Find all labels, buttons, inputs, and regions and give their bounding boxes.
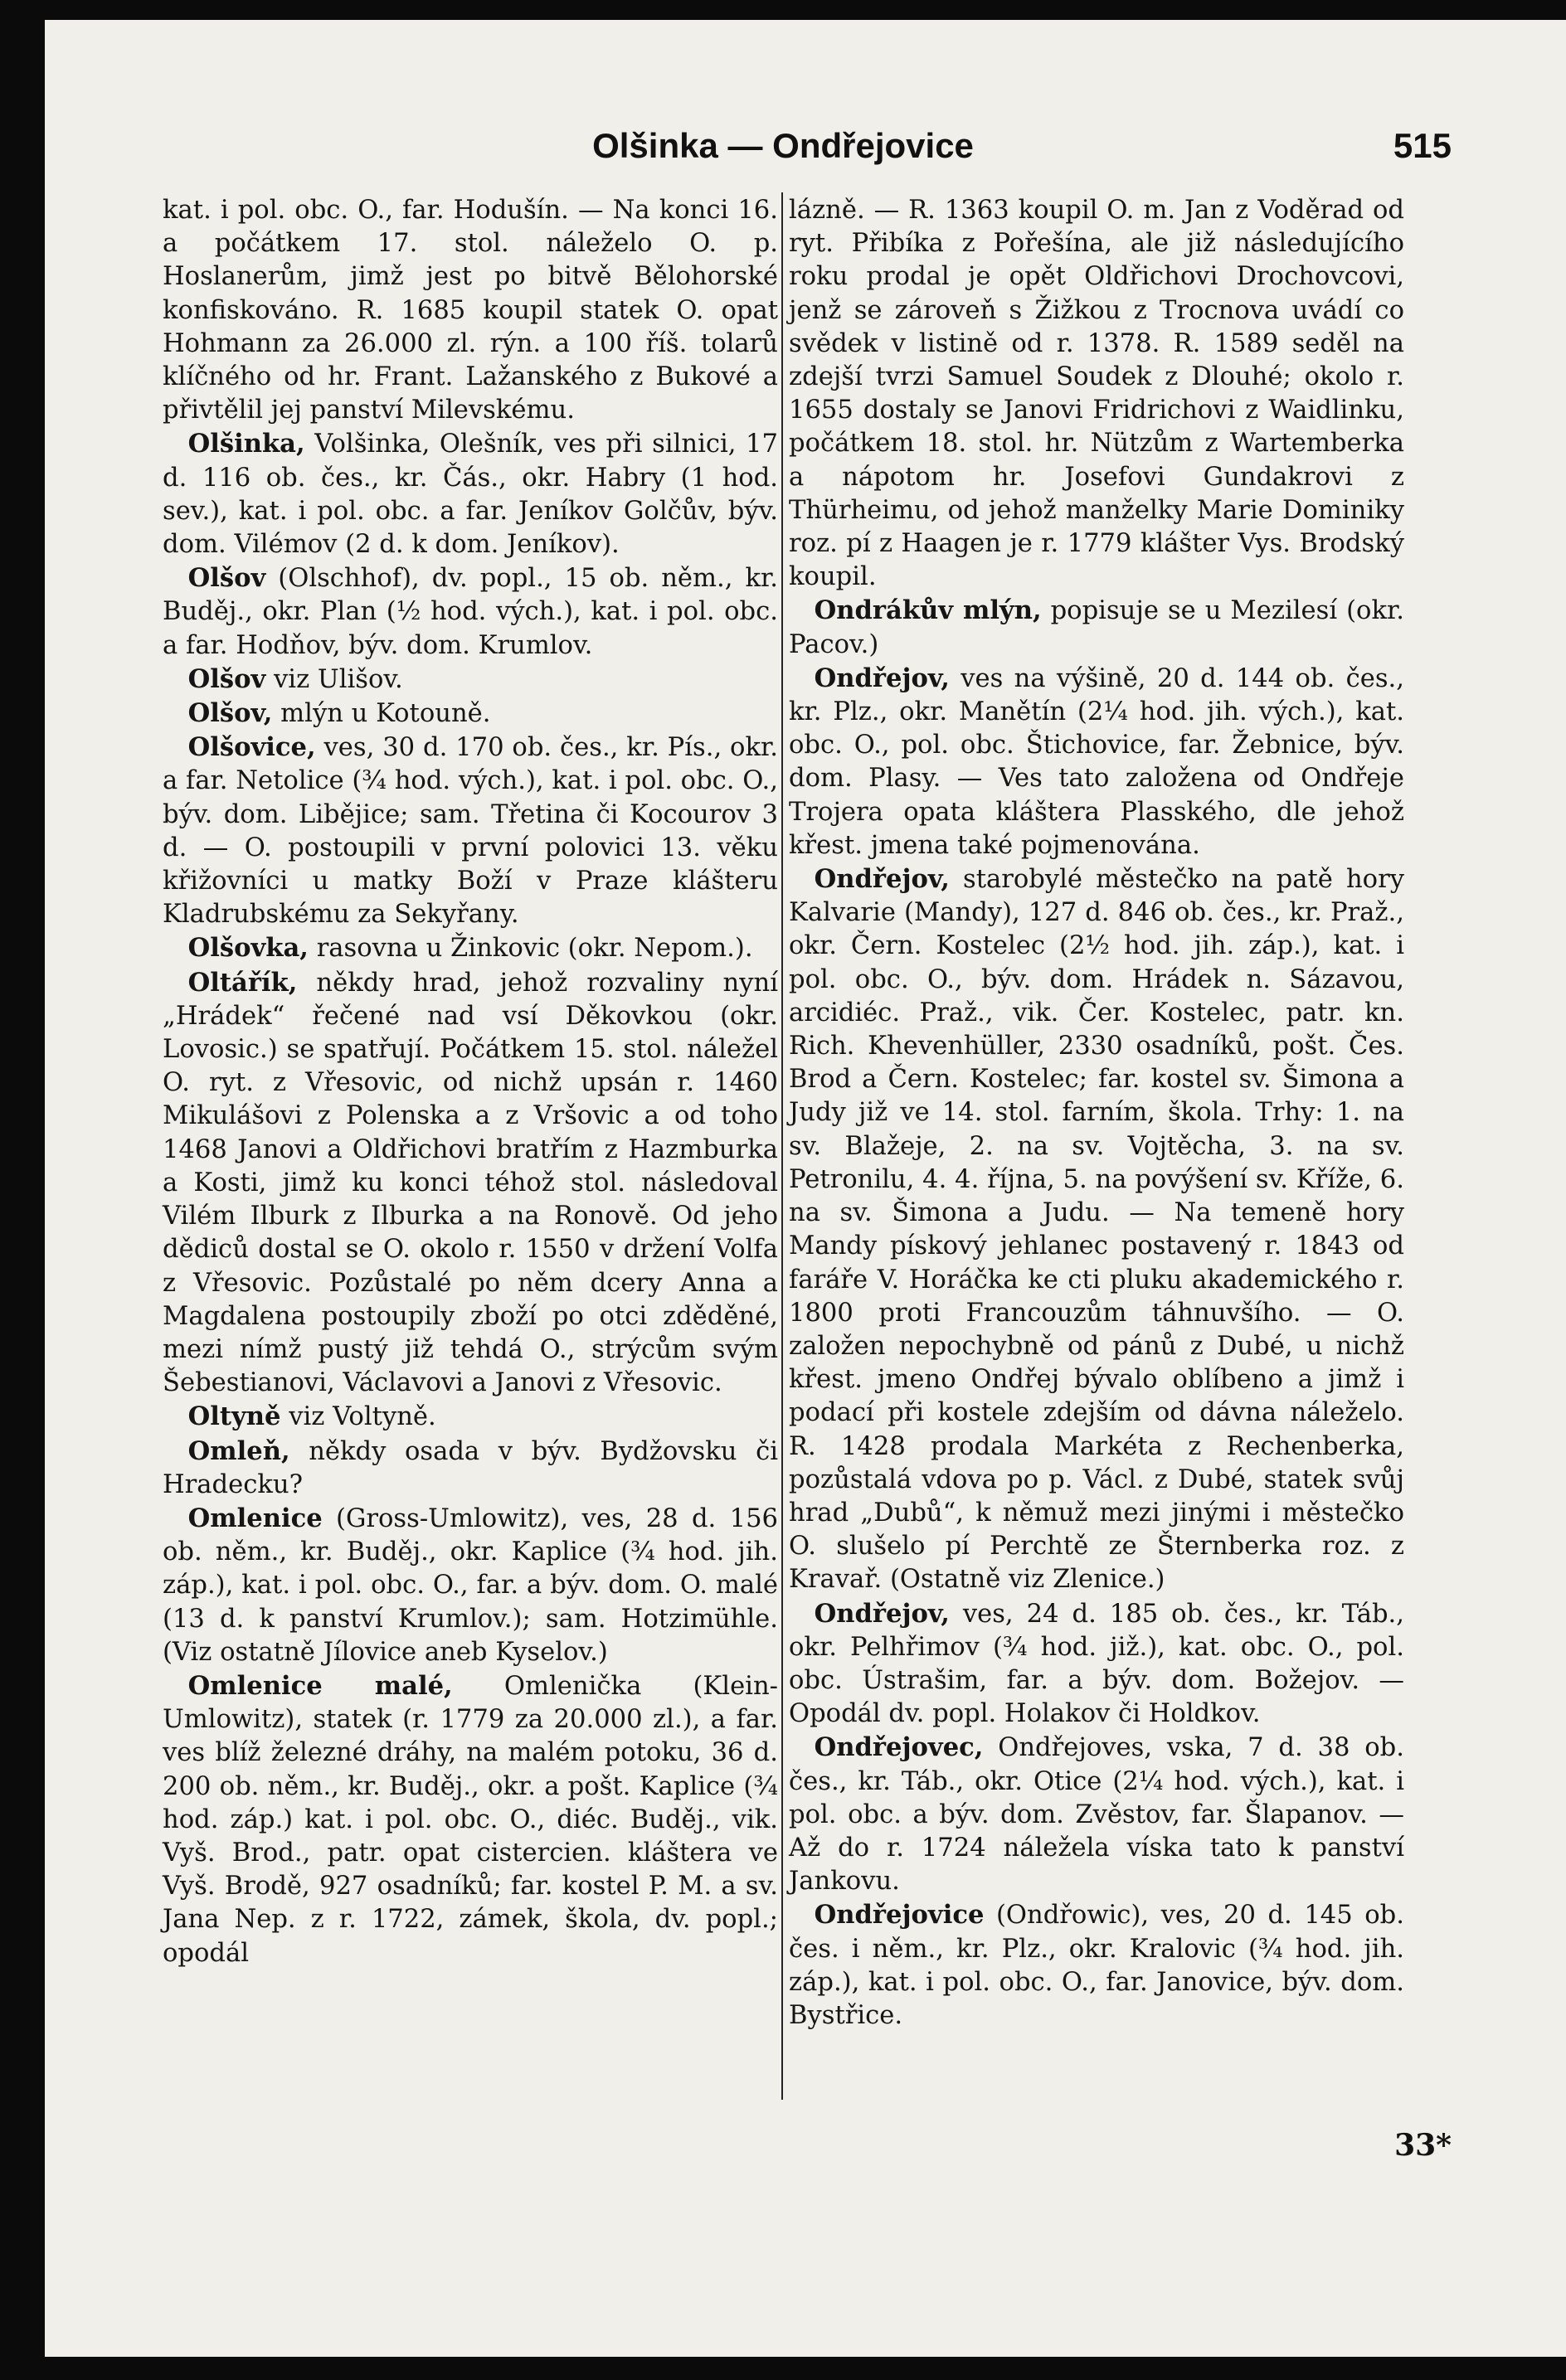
gazetteer-entry xyxy=(163,697,778,731)
gazetteer-entry xyxy=(163,194,778,427)
gazetteer-entry xyxy=(163,427,778,561)
entry-text: ves, 30 d. 170 ob. čes., kr. Pís., okr. a far. Netolice (¾ hod. vých.), kat. i pol. obc. O., býv. dom. Libějice; sam. Třetina či Kocourov 3 d. — O. postoupili v první polovici 13. věku křižovníci u matky Boží v Praze klášteru Kladrubskému za Sekyřany. xyxy=(163,733,778,930)
entry-headword: Olšovice, xyxy=(187,732,316,763)
entry-headword: Ondrákův mlýn, xyxy=(814,595,1042,626)
gazetteer-entry xyxy=(163,931,778,965)
entry-text: viz Ulišov. xyxy=(274,664,403,694)
page-number: 515 xyxy=(1393,126,1452,165)
entry-text: kat. i pol. obc. O., far. Hodušín. — Na konci 16. a počátkem 17. stol. náleželo O. p. Hoslanerům, jimž jest po bitvě Bělohorské konfiskováno. R. 1685 koupil statek O. opat Hohmann za 26.000 zl. rýn. a 100 říš. tolarů klíčného od hr. Frant. Lažanského z Bukové a přivtělil jej panství Milevskému. xyxy=(163,196,778,425)
entry-headword: Omlenice xyxy=(187,1503,323,1533)
gazetteer-entry xyxy=(789,1597,1404,1732)
scan-border-top xyxy=(0,0,1566,20)
entry-text: někdy hrad, jehož rozvaliny nyní „Hrádek“ řečené nad vsí Děkovkou (okr. Lovosic.) se spatřují. Počátkem 15. stol. náležel O. ryt. z Vřesovic, od nichž upsán r. 1460 Mikulášovi z Polenska a z Vršovic a od toho 1468 Janovi a Oldřichovi bratřím z Hazmburka a Kosti, jimž ku konci téhož stol. následoval Vilém Ilburk z Ilburka a na Ronově. Od jeho dědiců dostal se O. okolo r. 1550 v držení Volfa z Vřesovic. Pozůstalé po něm dcery Anna a Magdalena postoupily zboží po otci zděděné, mezi nímž pustý již tehdá O., strýcům svým Šebestianovi, Václavovi a Janovi z Vřesovic. xyxy=(163,968,778,1398)
entry-headword: Ondřejov, xyxy=(814,864,950,895)
entry-text: (Gross-Umlowitz), ves, 28 d. 156 ob. něm., kr. Buděj., okr. Kaplice (¾ hod. jih. záp.), kat. i pol. obc. O., far. a býv. dom. O. malé (13 d. k panství Krumlov.); sam. Hotzimühle. (Viz ostatně Jílovice aneb Kyselov.) xyxy=(163,1503,778,1667)
gazetteer-entry xyxy=(163,561,778,663)
entry-text: Ondřejoves, vska, 7 d. 38 ob. čes., kr. Táb., okr. Otice (2¼ hod. vých.), kat. i pol. obc. a býv. dom. Zvěstov, far. Šlapanov. — Až do r. 1724 náležela víska tato k panství Jankovu. xyxy=(789,1733,1404,1897)
column-divider xyxy=(781,192,783,2100)
entry-text: ves, 24 d. 185 ob. čes., kr. Táb., okr. Pelhřimov (¾ hod. již.), kat. obc. O., pol. obc. Ústrašim, far. a býv. dom. Božejov. — Opodál dv. popl. Holakov či Holdkov. xyxy=(789,1599,1404,1729)
gazetteer-entry xyxy=(163,1400,778,1434)
entry-headword: Omlenice malé, xyxy=(187,1670,453,1701)
entry-text: ves na výšině, 20 d. 144 ob. čes., kr. Plz., okr. Manětín (2¼ hod. jih. vých.), kat. obc. O., pol. obc. Štichovice, far. Žebnice, býv. dom. Plasy. — Ves tato založena od Ondřeje Trojera opata kláštera Plasského, dle jehož křest. jmena také pojmenována. xyxy=(789,663,1404,860)
entry-text: popisuje se u Mezilesí (okr. Pacov.) xyxy=(789,596,1404,659)
right-column xyxy=(789,194,1404,2033)
entry-text: rasovna u Žinkovic (okr. Nepom.). xyxy=(316,934,753,964)
entry-text: někdy osada v býv. Bydžovsku či Hradecku? xyxy=(163,1436,778,1499)
gazetteer-entry xyxy=(789,862,1404,1596)
entry-headword: Omleň, xyxy=(187,1435,290,1466)
running-header: Olšinka — Ondřejovice xyxy=(592,126,974,165)
gazetteer-entry xyxy=(789,1898,1404,2033)
gazetteer-entry xyxy=(163,1669,778,1970)
entry-text: viz Voltyně. xyxy=(289,1402,436,1432)
scan-border-bottom xyxy=(0,2357,1566,2380)
entry-text: Volšinka, Olešník, ves při silnici, 17 d. 116 ob. čes., kr. Čás., okr. Habry (1 hod. sev.), kat. i pol. obc. a far. Jeníkov Golčův, býv. dom. Vilémov (2 d. k dom. Jeníkov). xyxy=(163,430,778,560)
entry-headword: Oltyně xyxy=(187,1401,281,1432)
signature-mark: 33* xyxy=(1394,2128,1452,2163)
entry-text: starobylé městečko na patě hory Kalvarie (Mandy), 127 d. 846 ob. čes., kr. Praž., okr. Čern. Kostelec (2½ hod. jih. záp.), kat. i pol. obc. O., býv. dom. Hrádek n. Sázavou, arcidiéc. Praž., vik. Čer. Kostelec, patr. kn. Rich. Khevenhüller, 2330 osadníků, pošt. Čes. Brod a Čern. Kostelec; far. kostel sv. Šimona a Judy již ve 14. stol. farním, škola. Trhy: 1. na sv. Blažeje, 2. na sv. Vojtěcha, 3. na sv. Petronilu, 4. 4. října, 5. na povýšení sv. Kříže, 6. na sv. Šimona a Judu. — Na temeně hory Mandy pískový jehlanec postavený r. 1843 od faráře V. Horáčka ke cti pluku akademického r. 1800 proti Francouzům táhnuvšího. — O. založen nepochybně od pánů z Dubé, u nichž křest. jmeno Ondřej bývalo oblíbeno a jimž i podací při kostele zdejším od dávna náleželo. R. 1428 prodala Markéta z Rechenberka, pozůstalá vdova po p. Václ. z Dubé, statek svůj hrad „Dubů“, k němuž mezi jinými i městečko O. slušelo pí Perchtě ze Šternberka roz. z Kravař. (Ostatně viz Zlenice.) xyxy=(789,865,1404,1595)
entry-headword: Oltářík, xyxy=(187,967,298,998)
entry-headword: Olšov xyxy=(187,563,266,594)
entry-text: Omlenička (Klein-Umlowitz), statek (r. 1779 za 20.000 zl.), a far. ves blíž železné dráhy, na malém potoku, 36 d. 200 ob. něm., kr. Buděj., okr. a pošt. Kaplice (¾ hod. záp.) kat. i pol. obc. O., diéc. Buděj., vik. Vyš. Brod., patr. opat cistercien. kláštera ve Vyš. Brodě, 927 osadníků; far. kostel P. M. a sv. Jana Nep. z r. 1722, zámek, škola, dv. popl.; opodál xyxy=(163,1671,778,1968)
entry-headword: Olšovka, xyxy=(187,933,309,964)
gazetteer-entry xyxy=(163,663,778,697)
gazetteer-entry xyxy=(163,731,778,931)
entry-headword: Ondřejovice xyxy=(814,1900,985,1931)
entry-headword: Olšov xyxy=(187,663,266,694)
entry-headword: Ondřejov, xyxy=(814,1598,950,1629)
entry-headword: Olšinka, xyxy=(187,429,305,459)
left-column xyxy=(163,194,778,1970)
gazetteer-entry xyxy=(163,1502,778,1669)
gazetteer-entry xyxy=(789,1731,1404,1898)
gazetteer-entry xyxy=(789,662,1404,862)
entry-text: (Olschhof), dv. popl., 15 ob. něm., kr. Buděj., okr. Plan (½ hod. vých.), kat. i pol. obc. a far. Hodňov, býv. dom. Krumlov. xyxy=(163,564,778,660)
entry-text: (Ondřowic), ves, 20 d. 145 ob. čes. i něm., kr. Plz., okr. Kralovic (¾ hod. jih. záp.), kat. i pol. obc. O., far. Janovice, býv. dom. Bystřice. xyxy=(789,1901,1404,2030)
entry-text: mlýn u Kotouně. xyxy=(280,699,491,729)
scan-border-left xyxy=(0,0,45,2380)
entry-headword: Ondřejov, xyxy=(814,663,950,693)
gazetteer-entry xyxy=(789,594,1404,661)
gazetteer-entry xyxy=(163,1435,778,1502)
gazetteer-entry xyxy=(163,966,778,1401)
entry-text: lázně. — R. 1363 koupil O. m. Jan z Voděrad od ryt. Přibíka z Pořešína, ale již následujícího roku prodal je opět Oldřichovi Drochovcovi, jenž se zároveň s Žižkou z Trocnova uvádí co svědek v listině od r. 1378. R. 1589 seděl na zdejší tvrzi Samuel Soudek z Dlouhé; okolo r. 1655 dostaly se Janovi Fridrichovi z Waidlinku, počátkem 18. stol. hr. Nützům z Wartemberka a nápotom hr. Josefovi Gundakrovi z Thürheimu, od jehož manželky Marie Dominiky roz. pí z Haagen je r. 1779 klášter Vys. Brodský koupil. xyxy=(789,196,1404,592)
entry-headword: Olšov, xyxy=(187,698,273,729)
gazetteer-entry xyxy=(789,194,1404,594)
entry-headword: Ondřejovec, xyxy=(814,1732,984,1763)
